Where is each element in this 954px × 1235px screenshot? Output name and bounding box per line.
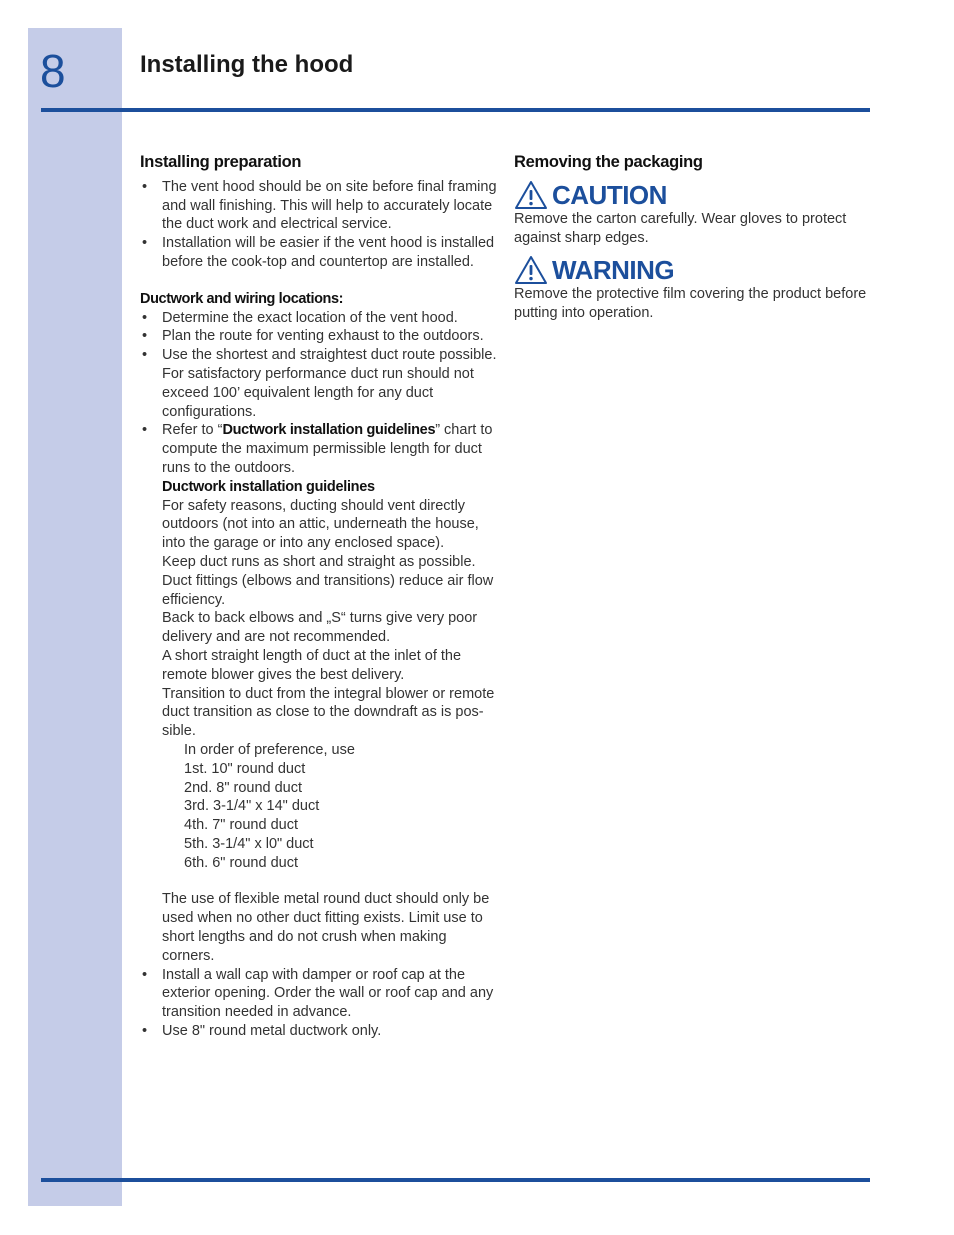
list-item bbox=[140, 421, 500, 965]
preference-item: In order of preference, use bbox=[184, 741, 355, 758]
list-item bbox=[140, 346, 500, 421]
guidelines-reference: Ductwork installation guidelines bbox=[222, 422, 436, 439]
caution-text: Remove the carton carefully. Wear gloves to protect against sharp edges. bbox=[514, 210, 847, 246]
guidelines-para: Duct fittings (elbows and transitions) reduce air flow efficiency. bbox=[162, 572, 494, 608]
list-item: • Determine the exact location of the vent hood. bbox=[140, 309, 500, 328]
page-sidebar bbox=[28, 28, 122, 1206]
list-item: • The vent hood should be on site before final framing and wall finishing. This will help to accurately locate the duct work and electrical service. bbox=[140, 178, 500, 234]
left-column bbox=[140, 153, 500, 1041]
preference-item: 4th. 7" round duct bbox=[184, 817, 298, 834]
preparation-list bbox=[140, 178, 500, 272]
section-heading-preparation: Installing preparation bbox=[140, 153, 302, 171]
preference-item: 5th. 3-1/4" x l0" duct bbox=[184, 835, 314, 852]
warning-triangle-icon bbox=[514, 255, 548, 285]
preference-item: 1st. 10" round duct bbox=[184, 760, 306, 777]
guidelines-para: A short straight length of duct at the inlet of the remote blower gives the best delivery. bbox=[162, 647, 462, 683]
preference-item: 3rd. 3-1/4" x 14" duct bbox=[184, 798, 320, 815]
list-item: • Installation will be easier if the vent hood is installed before the cook-top and countertop are installed. bbox=[140, 234, 500, 272]
guidelines-para: Keep duct runs as short and straight as possible. bbox=[162, 553, 476, 570]
preference-list bbox=[162, 741, 500, 873]
right-column bbox=[514, 153, 874, 329]
guidelines-para: For safety reasons, ducting should vent directly outdoors (not into an attic, underneath the house, into the garage or into any enclosed space). bbox=[162, 497, 479, 552]
warning-header bbox=[514, 255, 874, 285]
preference-item: 2nd. 8" round duct bbox=[184, 779, 303, 796]
guidelines-para: Transition to duct from the integral blower or remote duct transition as close to the downdraft as is pos-sible. bbox=[162, 685, 495, 740]
warning-triangle-icon bbox=[514, 180, 548, 210]
guidelines-heading: Ductwork installation guidelines bbox=[162, 478, 375, 495]
page-title: Installing the hood bbox=[140, 51, 354, 78]
guidelines-para: Back to back elbows and „S“ turns give very poor delivery and are not recommended. bbox=[162, 610, 478, 646]
list-item-text: ” chart to compute the maximum permissible length for duct runs to the outdoors. bbox=[162, 422, 493, 476]
list-item: • Plan the route for venting exhaust to the outdoors. bbox=[140, 327, 500, 346]
ductwork-list bbox=[140, 309, 500, 1041]
flex-duct-note: The use of flexible metal round duct should only be used when no other duct fitting exists. Limit use to short lengths and do not crush when making corners. bbox=[162, 891, 490, 964]
list-item-extra: For satisfactory performance duct run should not exceed 100’ equivalent length for any duct configurations. bbox=[162, 365, 474, 420]
list-item: • Install a wall cap with damper or roof cap at the exterior opening. Order the wall or roof cap and any transition needed in advance. bbox=[140, 966, 500, 1022]
list-item-text: Refer to “ bbox=[162, 422, 223, 439]
caution-label: CAUTION bbox=[552, 179, 667, 210]
header-rule bbox=[41, 108, 870, 112]
section-heading-packaging: Removing the packaging bbox=[514, 153, 703, 171]
preference-item: 6th. 6" round duct bbox=[184, 854, 298, 871]
warning-label: WARNING bbox=[552, 255, 675, 286]
page-number: 8 bbox=[40, 45, 66, 97]
list-item-text: Use the shortest and straightest duct route possible. bbox=[162, 347, 497, 364]
warning-text: Remove the protective film covering the product before putting into operation. bbox=[514, 286, 867, 322]
caution-header bbox=[514, 180, 874, 210]
subheading-ductwork: Ductwork and wiring locations: bbox=[140, 290, 344, 307]
footer-rule bbox=[41, 1178, 870, 1182]
list-item: • Use 8" round metal ductwork only. bbox=[140, 1022, 500, 1041]
